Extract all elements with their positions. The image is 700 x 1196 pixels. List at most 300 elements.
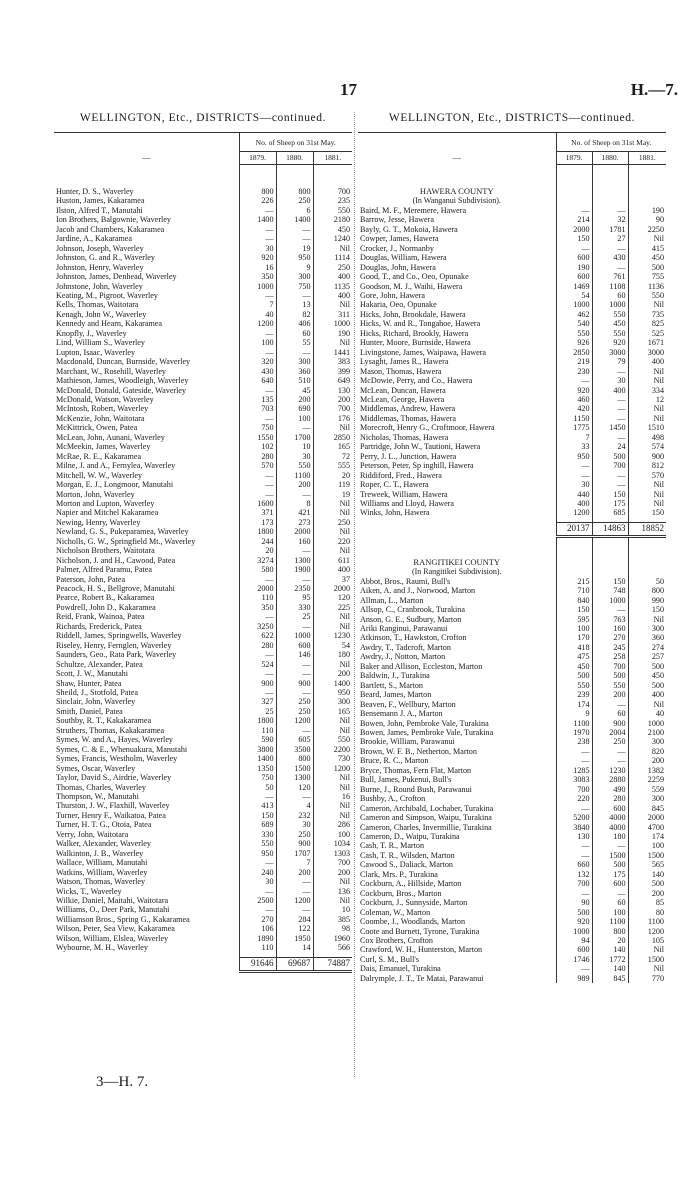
sheep-count: 20 — [313, 471, 352, 480]
sheep-count: Nil — [313, 726, 352, 735]
sheep-count: 79 — [592, 357, 628, 366]
sheep-count: — — [556, 889, 592, 898]
spacer-cell — [592, 165, 628, 188]
sheep-count: 150 — [556, 605, 592, 614]
sheep-count: — — [276, 546, 313, 555]
sheep-count: 550 — [313, 206, 352, 215]
owner-name: Wicks, T., Waverley — [56, 886, 122, 896]
sheep-count: — — [556, 841, 592, 850]
table-row — [358, 367, 666, 376]
table-row — [54, 556, 352, 565]
sheep-count: 5200 — [556, 813, 592, 822]
sheep-count: 19 — [276, 244, 313, 253]
sheep-count: — — [556, 756, 592, 765]
owner-name: Verry, John, Waitotara — [56, 829, 129, 839]
table-row — [54, 745, 352, 754]
sheep-count: 920 — [556, 386, 592, 395]
table-row — [54, 253, 352, 262]
table-row — [54, 291, 352, 300]
sheep-count: 27 — [592, 234, 628, 243]
table-row — [54, 773, 352, 782]
sheep-count: 570 — [628, 471, 666, 480]
sheep-count-header: No. of Sheep on 31st May. — [556, 133, 666, 152]
sheep-count: 611 — [313, 556, 352, 565]
table-row — [54, 924, 352, 933]
sheep-count: 1000 — [276, 631, 313, 640]
sheep-count: 240 — [239, 868, 276, 877]
sheep-count: Nil — [313, 612, 352, 621]
sheep-count: 100 — [276, 414, 313, 423]
sheep-count: 490 — [592, 785, 628, 794]
blank-cell — [556, 558, 592, 567]
sheep-count: — — [239, 575, 276, 584]
sheep-count: 1500 — [628, 851, 666, 860]
table-row — [54, 414, 352, 423]
sheep-count: 400 — [313, 291, 352, 300]
spacer-row — [358, 536, 666, 558]
sheep-count: — — [276, 726, 313, 735]
sheep-count: — — [592, 747, 628, 756]
table-row — [358, 823, 666, 832]
sheep-count: — — [239, 858, 276, 867]
table-row — [358, 338, 666, 347]
sheep-count: 825 — [628, 319, 666, 328]
table-row — [358, 719, 666, 728]
owner-name: Cameron, Charles, Invermillie, Turakina — [360, 822, 492, 832]
table-row — [54, 461, 352, 470]
owner-name: Watkins, William, Waverley — [56, 867, 148, 877]
left-column — [54, 112, 352, 973]
sheep-count: Nil — [313, 508, 352, 517]
sheep-count: 2180 — [313, 215, 352, 224]
sheep-count: 258 — [592, 652, 628, 661]
sheep-count: 90 — [628, 215, 666, 224]
table-row — [358, 206, 666, 215]
sheep-count: 330 — [239, 830, 276, 839]
owner-name: Shaw, Hunter, Patea — [56, 678, 122, 688]
sheep-count: 1200 — [628, 927, 666, 936]
sheep-count: 1200 — [556, 508, 592, 517]
blank-cell — [556, 187, 592, 196]
sheep-count: 406 — [276, 319, 313, 328]
table-row — [358, 832, 666, 841]
table-row — [54, 565, 352, 574]
owner-name: Jacob and Chambers, Kakaramea — [56, 224, 165, 234]
table-row — [54, 234, 352, 243]
page-number: 17 — [340, 80, 357, 99]
sheep-count: 763 — [592, 615, 628, 624]
owner-name: Mason, Thomas, Hawera — [360, 366, 442, 376]
sheep-count: 30 — [556, 480, 592, 489]
sheep-count: 244 — [239, 537, 276, 546]
sheep-count: 3800 — [239, 745, 276, 754]
sheep-count: 30 — [592, 376, 628, 385]
sheep-count: Nil — [628, 700, 666, 709]
sheep-count: — — [592, 756, 628, 765]
sheep-count: — — [592, 263, 628, 272]
owner-name: Williamson Bros., Spring G., Kakaramea — [56, 914, 190, 924]
sheep-count: Nil — [628, 367, 666, 376]
owner-name: McRae, R. E., Kakaramea — [56, 451, 142, 461]
sheep-count: 54 — [313, 641, 352, 650]
owner-name: Williams and Lloyd, Hawera — [360, 498, 454, 508]
owner-name: Newland, G. S., Pukeparamea, Waverley — [56, 527, 189, 537]
sheep-count: Nil — [313, 546, 352, 555]
sheep-count: 16 — [239, 263, 276, 272]
sheep-count: 1746 — [556, 955, 592, 964]
owner-name: Brookie, William, Parawanui — [360, 737, 455, 747]
sheep-count: — — [592, 700, 628, 709]
sheep-count: 710 — [556, 586, 592, 595]
table-row — [358, 586, 666, 595]
sheep-count: 1800 — [239, 527, 276, 536]
sheep-count: 3000 — [592, 348, 628, 357]
sheep-count: 800 — [239, 187, 276, 196]
sheep-count: 555 — [313, 461, 352, 470]
sheep-count: 840 — [556, 596, 592, 605]
table-row — [54, 584, 352, 593]
sheep-count: 16 — [313, 792, 352, 801]
right-column-title: WELLINGTON, Etc., DISTRICTS—continued. — [388, 112, 636, 124]
table-row — [358, 357, 666, 366]
sheep-count: 950 — [239, 849, 276, 858]
owner-name: Mitchell, W. W., Waverley — [56, 470, 143, 480]
sheep-count: 100 — [556, 624, 592, 633]
blank-cell — [592, 187, 628, 196]
total-blank — [54, 957, 239, 971]
sheep-count: — — [592, 433, 628, 442]
table-row — [358, 643, 666, 652]
sheep-count: 25 — [276, 612, 313, 621]
owner-name: Nicholson Brothers, Waitotara — [56, 546, 155, 556]
sheep-count: 4 — [276, 801, 313, 810]
sheep-count: 1772 — [592, 955, 628, 964]
blank-cell — [556, 567, 592, 576]
sheep-count: 1100 — [592, 917, 628, 926]
sheep-count: 286 — [313, 820, 352, 829]
table-row — [54, 319, 352, 328]
sheep-count: 350 — [239, 272, 276, 281]
sheep-count: Nil — [628, 414, 666, 423]
sheep-count: 2004 — [592, 728, 628, 737]
sheep-count: 1114 — [313, 253, 352, 262]
table-row — [358, 414, 666, 423]
sheep-count: 400 — [313, 565, 352, 574]
owner-name: Ilston, Alfred T., Manutahi — [56, 205, 143, 215]
owner-name: McDowie, Perry, and Co., Hawera — [360, 376, 473, 386]
table-row — [358, 348, 666, 357]
table-row — [54, 839, 352, 848]
sheep-count: — — [239, 688, 276, 697]
table-row — [358, 841, 666, 850]
owner-name: Thomas, Charles, Waverley — [56, 782, 146, 792]
sheep-count: 920 — [239, 253, 276, 262]
owner-name: Watson, Thomas, Waverley — [56, 877, 146, 887]
sheep-count: 327 — [239, 697, 276, 706]
sheep-count: 150 — [628, 605, 666, 614]
owner-name: Huston, James, Kakaramea — [56, 196, 145, 206]
sheep-count: 1400 — [239, 215, 276, 224]
sheep-count: 190 — [313, 329, 352, 338]
sheep-count: 690 — [276, 404, 313, 413]
spacer-cell — [628, 536, 666, 558]
sheep-count: — — [556, 206, 592, 215]
sheep-count: 640 — [239, 376, 276, 385]
county-heading: HAWERA COUNTY — [419, 187, 494, 196]
table-row — [358, 747, 666, 756]
sheep-count: 1550 — [239, 433, 276, 442]
owner-name: Bruce, R. C., Marton — [360, 756, 429, 766]
owner-name: McLean, Duncan, Hawera — [360, 385, 446, 395]
sheep-count: 649 — [313, 376, 352, 385]
sheep-count: — — [239, 669, 276, 678]
owner-name: Bryce, Thomas, Fern Flat, Marton — [360, 765, 472, 775]
owner-name: Awdry, T., Tadcroft, Marton — [360, 642, 451, 652]
table-row — [358, 282, 666, 291]
owner-name: Cawood S., Daliack, Marton — [360, 860, 453, 870]
sheep-count: 200 — [276, 480, 313, 489]
total-row — [358, 522, 666, 536]
sheep-count: 500 — [628, 879, 666, 888]
blank-cell — [592, 567, 628, 576]
table-row — [358, 860, 666, 869]
owner-name: Goodson, M. J., Waihi, Hawera — [360, 281, 463, 291]
sheep-count: 176 — [313, 414, 352, 423]
sheep-count: 72 — [313, 452, 352, 461]
sheep-count: 2100 — [628, 728, 666, 737]
owner-name: Cash, T. R., Wilsden, Marton — [360, 850, 455, 860]
table-row — [358, 917, 666, 926]
sheep-count: 1200 — [239, 319, 276, 328]
sheep-count: 90 — [556, 898, 592, 907]
sheep-count: 900 — [592, 719, 628, 728]
county-subdivision-row — [358, 567, 666, 576]
sheep-count: 1100 — [556, 719, 592, 728]
sheep-count: Nil — [628, 945, 666, 954]
owner-name: Good, T., and Co., Oeo, Opunake — [360, 272, 469, 282]
sheep-count: 1700 — [276, 433, 313, 442]
sheep-count: 1100 — [628, 917, 666, 926]
sheep-count: 755 — [628, 272, 666, 281]
name-header-dash: — — [452, 153, 461, 163]
sheep-count: Nil — [313, 801, 352, 810]
sheep-count: 94 — [556, 936, 592, 945]
sheep-count: 820 — [628, 747, 666, 756]
sheep-count: 1000 — [556, 300, 592, 309]
spacer-cell — [556, 165, 592, 188]
owner-name: Bull, James, Pukenui, Bull's — [360, 775, 452, 785]
sheep-count: 1135 — [313, 282, 352, 291]
sheep-count: 1200 — [276, 896, 313, 905]
sheep-count: 174 — [628, 832, 666, 841]
total-count: 69687 — [276, 957, 313, 971]
table-row — [358, 889, 666, 898]
sheep-count: 106 — [239, 924, 276, 933]
sheep-count: 238 — [556, 737, 592, 746]
sheep-count: 1303 — [313, 849, 352, 858]
sheep-count: — — [239, 490, 276, 499]
sheep-count: — — [556, 964, 592, 973]
owner-name: Nicholson, J. and H., Cawood, Patea — [56, 555, 176, 565]
table-row — [358, 508, 666, 517]
sheep-count: 748 — [592, 586, 628, 595]
owner-name: Treweek, William, Hawera — [360, 489, 448, 499]
sheep-count: 82 — [276, 310, 313, 319]
owner-name: Wilson, Peter, Sea View, Kakaramea — [56, 924, 175, 934]
table-row — [358, 737, 666, 746]
sheep-count: — — [239, 414, 276, 423]
sheep-count: 400 — [556, 499, 592, 508]
sheep-count: Nil — [313, 773, 352, 782]
sheep-count: 3000 — [628, 348, 666, 357]
table-row — [358, 633, 666, 642]
sheep-count: 990 — [628, 596, 666, 605]
sheep-count: Nil — [628, 499, 666, 508]
sheep-count: 450 — [628, 671, 666, 680]
table-row — [358, 652, 666, 661]
sheep-count: 500 — [556, 671, 592, 680]
table-row — [54, 943, 352, 952]
owner-name: Marchant, W., Rosehill, Waverley — [56, 366, 166, 376]
sheep-count: 1900 — [276, 565, 313, 574]
owner-name: Beaven, F., Wellbury, Marton — [360, 699, 456, 709]
owner-name: Smith, Daniel, Patea — [56, 706, 123, 716]
sheep-count: Nil — [628, 490, 666, 499]
sheep-count: 735 — [628, 310, 666, 319]
name-header-dash: — — [142, 153, 151, 163]
owner-name: Atkinson, T., Hawkston, Crofton — [360, 633, 467, 643]
owner-name: Nicholas, Thomas, Hawera — [360, 432, 449, 442]
sheep-count: 250 — [276, 707, 313, 716]
sheep-count: 7 — [239, 300, 276, 309]
sheep-count: 150 — [239, 811, 276, 820]
table-row — [54, 697, 352, 706]
sheep-count: 450 — [592, 319, 628, 328]
table-row — [54, 915, 352, 924]
table-row — [358, 291, 666, 300]
sheep-count: 350 — [239, 603, 276, 612]
owner-name: Curl, S. M., Bull's — [360, 954, 420, 964]
spacer-row — [54, 165, 352, 188]
table-row — [54, 442, 352, 451]
sheep-count: 2880 — [592, 775, 628, 784]
table-row — [358, 681, 666, 690]
table-row — [54, 206, 352, 215]
table-row — [358, 690, 666, 699]
sheep-count: 580 — [239, 565, 276, 574]
sheep-count: 2500 — [239, 896, 276, 905]
sheep-count: Nil — [628, 615, 666, 624]
table-row — [358, 879, 666, 888]
sheep-count: 360 — [276, 367, 313, 376]
sheep-count: 550 — [556, 681, 592, 690]
owner-name: McKittrick, Owen, Patea — [56, 423, 138, 433]
sheep-count: 1200 — [313, 764, 352, 773]
sheep-count: 100 — [239, 338, 276, 347]
total-count: 14863 — [592, 522, 628, 536]
blank-cell — [628, 187, 666, 196]
sheep-count: 440 — [556, 490, 592, 499]
sheep-count: — — [239, 905, 276, 914]
table-row — [54, 792, 352, 801]
left-column-title: WELLINGTON, Etc., DISTRICTS—continued. — [79, 112, 327, 124]
total-row — [54, 957, 352, 971]
owner-name: Peacock, H. S., Bellgrove, Manutahi — [56, 584, 175, 594]
left-sheep-table — [54, 132, 352, 973]
table-row — [54, 348, 352, 357]
owner-name: Hicks, W. and R., Tongahoe, Hawera — [360, 319, 481, 329]
table-row — [358, 927, 666, 936]
sheep-count: — — [276, 905, 313, 914]
sheep-count: 462 — [556, 310, 592, 319]
sheep-count: — — [276, 291, 313, 300]
owner-name: Peterson, Peter, Sp inghill, Hawera — [360, 461, 474, 471]
owner-name: Taylor, David S., Airdrie, Waverley — [56, 773, 172, 783]
sheep-count: 9 — [556, 709, 592, 718]
table-row — [54, 641, 352, 650]
sheep-count: — — [592, 367, 628, 376]
owner-name: Coleman, W., Marton — [360, 907, 431, 917]
table-row — [54, 726, 352, 735]
sheep-count: 1000 — [239, 282, 276, 291]
table-row — [54, 631, 352, 640]
sheep-count: 550 — [313, 735, 352, 744]
table-row — [54, 225, 352, 234]
sheep-count: 550 — [239, 839, 276, 848]
sheep-count: 250 — [592, 737, 628, 746]
owner-name: Partridge, John W., Tautioni, Hawera — [360, 442, 481, 452]
sheep-count: 180 — [313, 650, 352, 659]
sheep-count: — — [276, 660, 313, 669]
sheep-count: 540 — [556, 319, 592, 328]
owner-name: Bowen, John, Pembroke Vale, Turakina — [360, 718, 489, 728]
table-row — [358, 671, 666, 680]
sheep-count: Nil — [313, 660, 352, 669]
sheep-count: 1775 — [556, 423, 592, 432]
sheep-count: 2000 — [276, 527, 313, 536]
sheep-count: — — [276, 348, 313, 357]
sheep-count: 190 — [556, 263, 592, 272]
table-row — [54, 423, 352, 432]
owner-name: Cockburn, Bros., Marton — [360, 888, 442, 898]
sheep-count: 500 — [556, 908, 592, 917]
sheep-count: 105 — [628, 936, 666, 945]
sheep-count: Nil — [313, 877, 352, 886]
table-row — [54, 877, 352, 886]
owner-name: Turner, H. T. G., Otoia, Patea — [56, 820, 152, 830]
sheep-count: Nil — [628, 964, 666, 973]
table-row — [54, 650, 352, 659]
sheep-count: 525 — [628, 329, 666, 338]
sheep-count: 420 — [556, 404, 592, 413]
table-row — [358, 766, 666, 775]
table-row — [358, 442, 666, 451]
owner-name: Cockburn, J., Sunnyside, Marton — [360, 898, 468, 908]
sheep-count: Nil — [313, 300, 352, 309]
sheep-count: 1441 — [313, 348, 352, 357]
owner-name: Bushby, A., Crofton — [360, 794, 426, 804]
sheep-count: — — [556, 747, 592, 756]
sheep-count: 334 — [628, 386, 666, 395]
table-row — [54, 754, 352, 763]
sheep-count: 900 — [276, 679, 313, 688]
owner-name: Nicholls, G. W., Springfield Mt., Waverley — [56, 536, 196, 546]
sheep-count: — — [592, 480, 628, 489]
sheep-count: 590 — [239, 735, 276, 744]
sheep-count: 750 — [239, 423, 276, 432]
sheep-count: 1600 — [239, 499, 276, 508]
sheep-count: 146 — [276, 650, 313, 659]
